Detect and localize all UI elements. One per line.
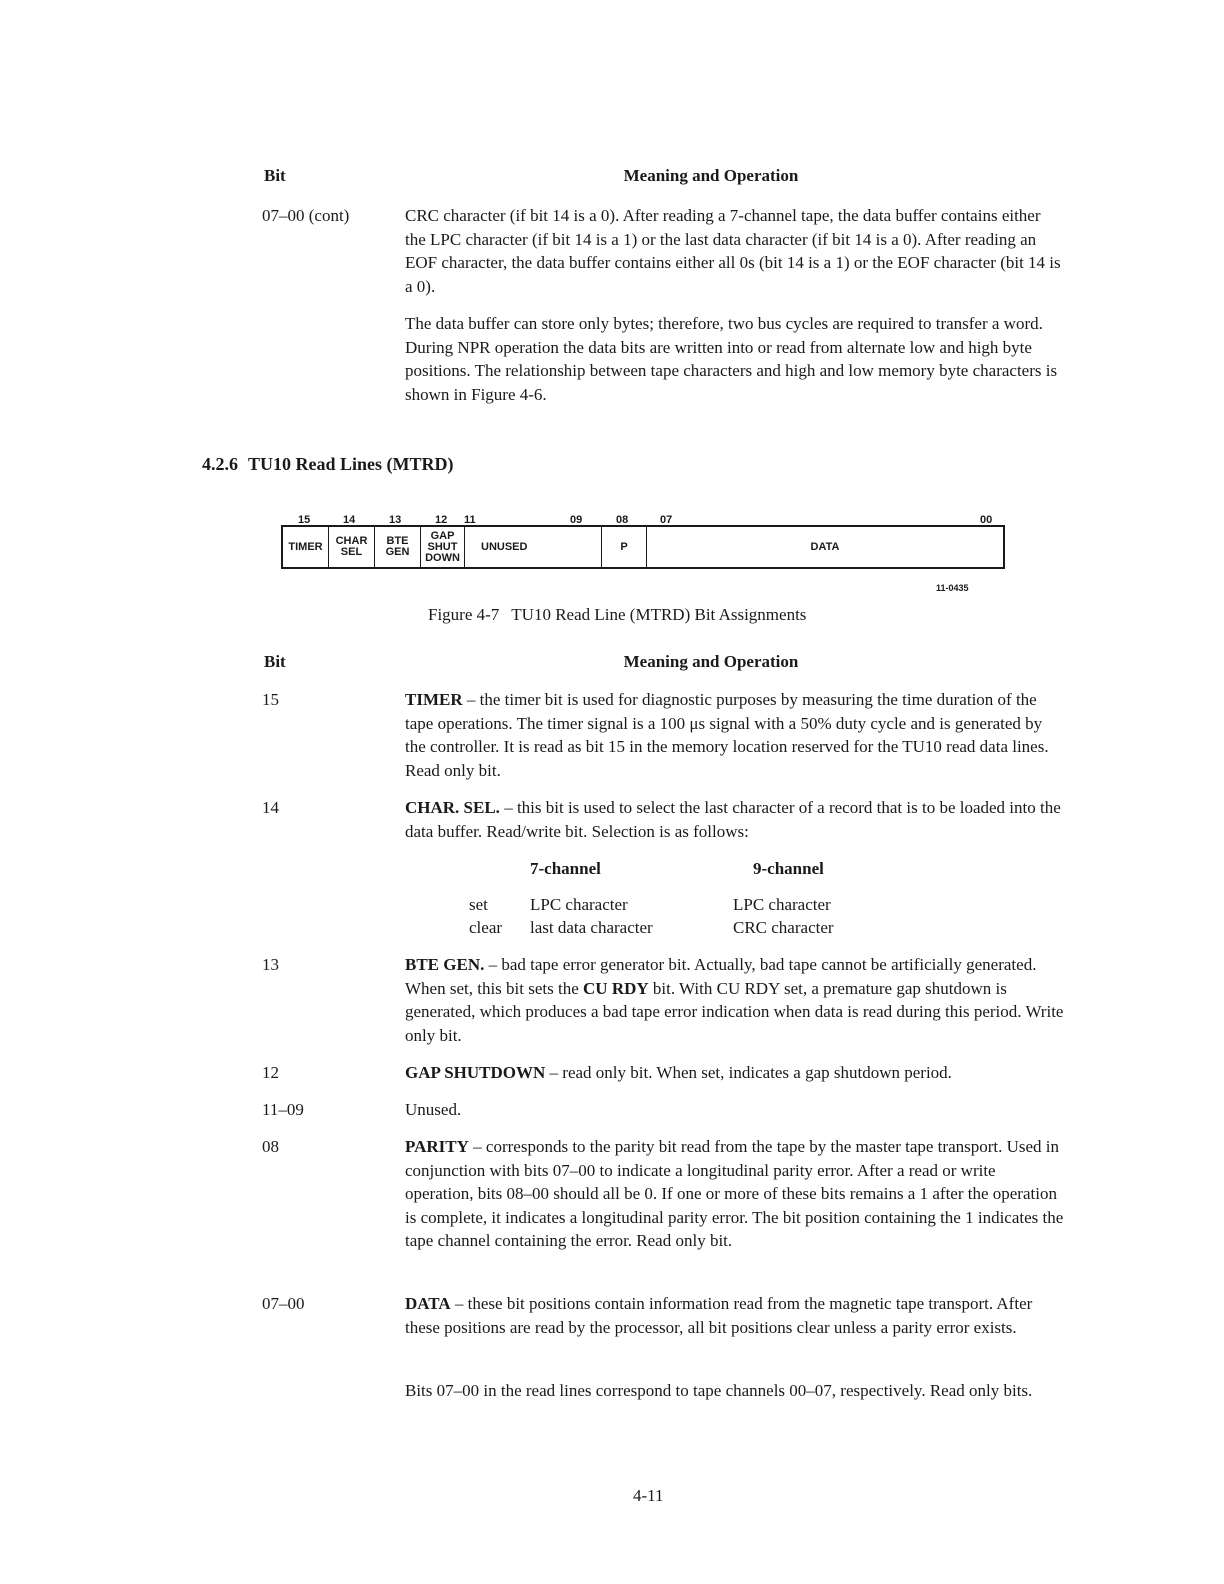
cont-paragraph-2: The data buffer can store only bytes; therefore, two bus cycles are required to transfer a word. During NPR operation the data bits are written into or read from alternate low and high byte positions. The relationship between tape characters and high and low memory byte characters is shown in Figure 4-6. [405, 314, 1058, 404]
column-header-bit: Bit [264, 166, 286, 185]
desc-bte-gen-2: bit. With CU RDY set, a premature gap shutdown is generated, which produces a bad tape error indication when data is read during this period. Write only bit. [405, 978, 1064, 1045]
char-table-header-9ch: 9-channel [753, 859, 824, 878]
column-header-bit-2: Bit [264, 652, 286, 671]
desc-data: – these bit positions contain information read from the magnetic tape transport. After these positions are read by the processor, all bit positions clear unless a parity error exists. [405, 1294, 1033, 1337]
cont-paragraph-1: CRC character (if bit 14 is a 0). After reading a 7-channel tape, the data buffer contains either the LPC character (if bit 14 is a 1) or the last data character (if bit 14 is a 0). After reading an EOF character, the data buffer contains either all 0s (bit 14 is a 1) or the EOF character (bit 14 is a 0). [405, 206, 1061, 296]
field-char-sel-line1: CHAR [335, 535, 368, 547]
field-data: DATA [810, 540, 840, 553]
bit-num-08: 08 [616, 514, 629, 526]
entry-gap-shutdown [405, 1061, 1085, 1085]
field-gap-shutdown [421, 527, 465, 567]
char-table-set-7ch: LPC character [530, 895, 628, 914]
bit-num-15: 15 [298, 514, 311, 526]
bit-label-15: 15 [262, 690, 279, 709]
bit-num-14: 14 [343, 514, 356, 526]
column-header-meaning-2: Meaning and Operation [623, 652, 799, 671]
field-gap-line1: GAP [430, 529, 455, 542]
field-char-sel-line2: SEL [340, 546, 363, 558]
term-data: DATA [405, 1294, 451, 1313]
entry-unused: Unused. [405, 1100, 462, 1119]
field-timer: TIMER [283, 527, 329, 567]
entry-parity [405, 1135, 1065, 1253]
term-bte-gen: BTE GEN. [405, 955, 485, 974]
figure-title: TU10 Read Line (MTRD) Bit Assignments [511, 605, 807, 624]
section-number: 4.2.6 [202, 454, 238, 474]
term-char-sel: CHAR. SEL. [405, 798, 500, 817]
bit-num-07: 07 [660, 514, 673, 526]
field-bte-gen [375, 527, 421, 567]
register-diagram [281, 525, 1005, 569]
field-char-sel [329, 527, 375, 567]
entry-data-extra: Bits 07–00 in the read lines correspond to tape channels 00–07, respectively. Read only bits. [405, 1381, 1033, 1400]
register-bit-labels [0, 509, 1224, 526]
entry-timer [405, 688, 1065, 782]
entry-data [405, 1292, 1065, 1339]
desc-timer: – the timer bit is used for diagnostic purposes by measuring the time duration of the tape operations. The timer signal is a 100 μs signal with a 50% duty cycle and is generated by the controller. It is read as bit 15 in the memory location reserved for the TU10 read data lines. Read only bit. [405, 690, 1049, 780]
section-heading [202, 453, 454, 477]
figure-caption [428, 603, 806, 627]
char-table-state-clear: clear [469, 918, 503, 937]
bit-label-08: 08 [262, 1137, 279, 1156]
section-title: TU10 Read Lines (MTRD) [248, 454, 454, 474]
bit-num-12: 12 [435, 514, 448, 526]
term-parity: PARITY [405, 1137, 469, 1156]
bit-num-09: 09 [570, 514, 583, 526]
entry-bte-gen [405, 953, 1065, 1047]
field-gap-line3: DOWN [425, 551, 460, 564]
term-timer: TIMER [405, 690, 463, 709]
char-table-clear-9ch: CRC character [733, 918, 834, 937]
field-parity: P [602, 527, 647, 567]
bit-num-00: 00 [980, 514, 993, 526]
bit-label-13: 13 [262, 955, 279, 974]
field-bte-gen-line2: GEN [385, 546, 410, 558]
char-table-clear-7ch: last data character [530, 918, 653, 937]
field-bte-gen-line1: BTE [386, 535, 409, 547]
figure-id: 11-0435 [936, 583, 969, 593]
desc-gap-shutdown: – read only bit. When set, indicates a gap shutdown period. [545, 1063, 952, 1082]
char-table-state-set: set [469, 895, 488, 914]
char-table-header-7ch: 7-channel [530, 859, 601, 878]
bit-num-11: 11 [464, 514, 476, 526]
desc-bte-gen-1: – bad tape error generator bit. Actually, bad tape cannot be artificially generated. When set, this bit sets the [405, 955, 1037, 998]
bit-label-cont: 07–00 (cont) [262, 206, 350, 225]
term-cu-rdy: CU RDY [583, 978, 649, 998]
bit-label-07-00: 07–00 [262, 1294, 305, 1313]
entry-char-sel [405, 796, 1065, 843]
bit-label-14: 14 [262, 798, 279, 817]
char-table-set-9ch: LPC character [733, 895, 831, 914]
desc-char-sel: – this bit is used to select the last character of a record that is to be loaded into the data buffer. Read/write bit. Selection is as follows: [405, 798, 1061, 841]
figure-number: Figure 4-7 [428, 605, 500, 624]
field-gap-line2: SHUT [427, 540, 458, 553]
term-gap-shutdown: GAP SHUTDOWN [405, 1063, 546, 1082]
bit-label-11-09: 11–09 [262, 1100, 304, 1119]
bit-num-13: 13 [389, 514, 402, 526]
page-number: 4-11 [633, 1486, 664, 1505]
bit-label-12: 12 [262, 1063, 279, 1082]
desc-parity: – corresponds to the parity bit read from the tape by the master tape transport. Used in conjunction with bits 07–00 to indicate a longitudinal parity error. After a read or write operation, bits 08–00 should all be 0. If one or more of these bits remains a 1 after the operation is complete, it indicates a longitudinal parity error. The bit position containing the 1 indicates the tape channel containing the error. Read only bit. [405, 1137, 1064, 1250]
column-header-meaning: Meaning and Operation [623, 166, 799, 185]
field-unused: UNUSED [465, 527, 602, 567]
